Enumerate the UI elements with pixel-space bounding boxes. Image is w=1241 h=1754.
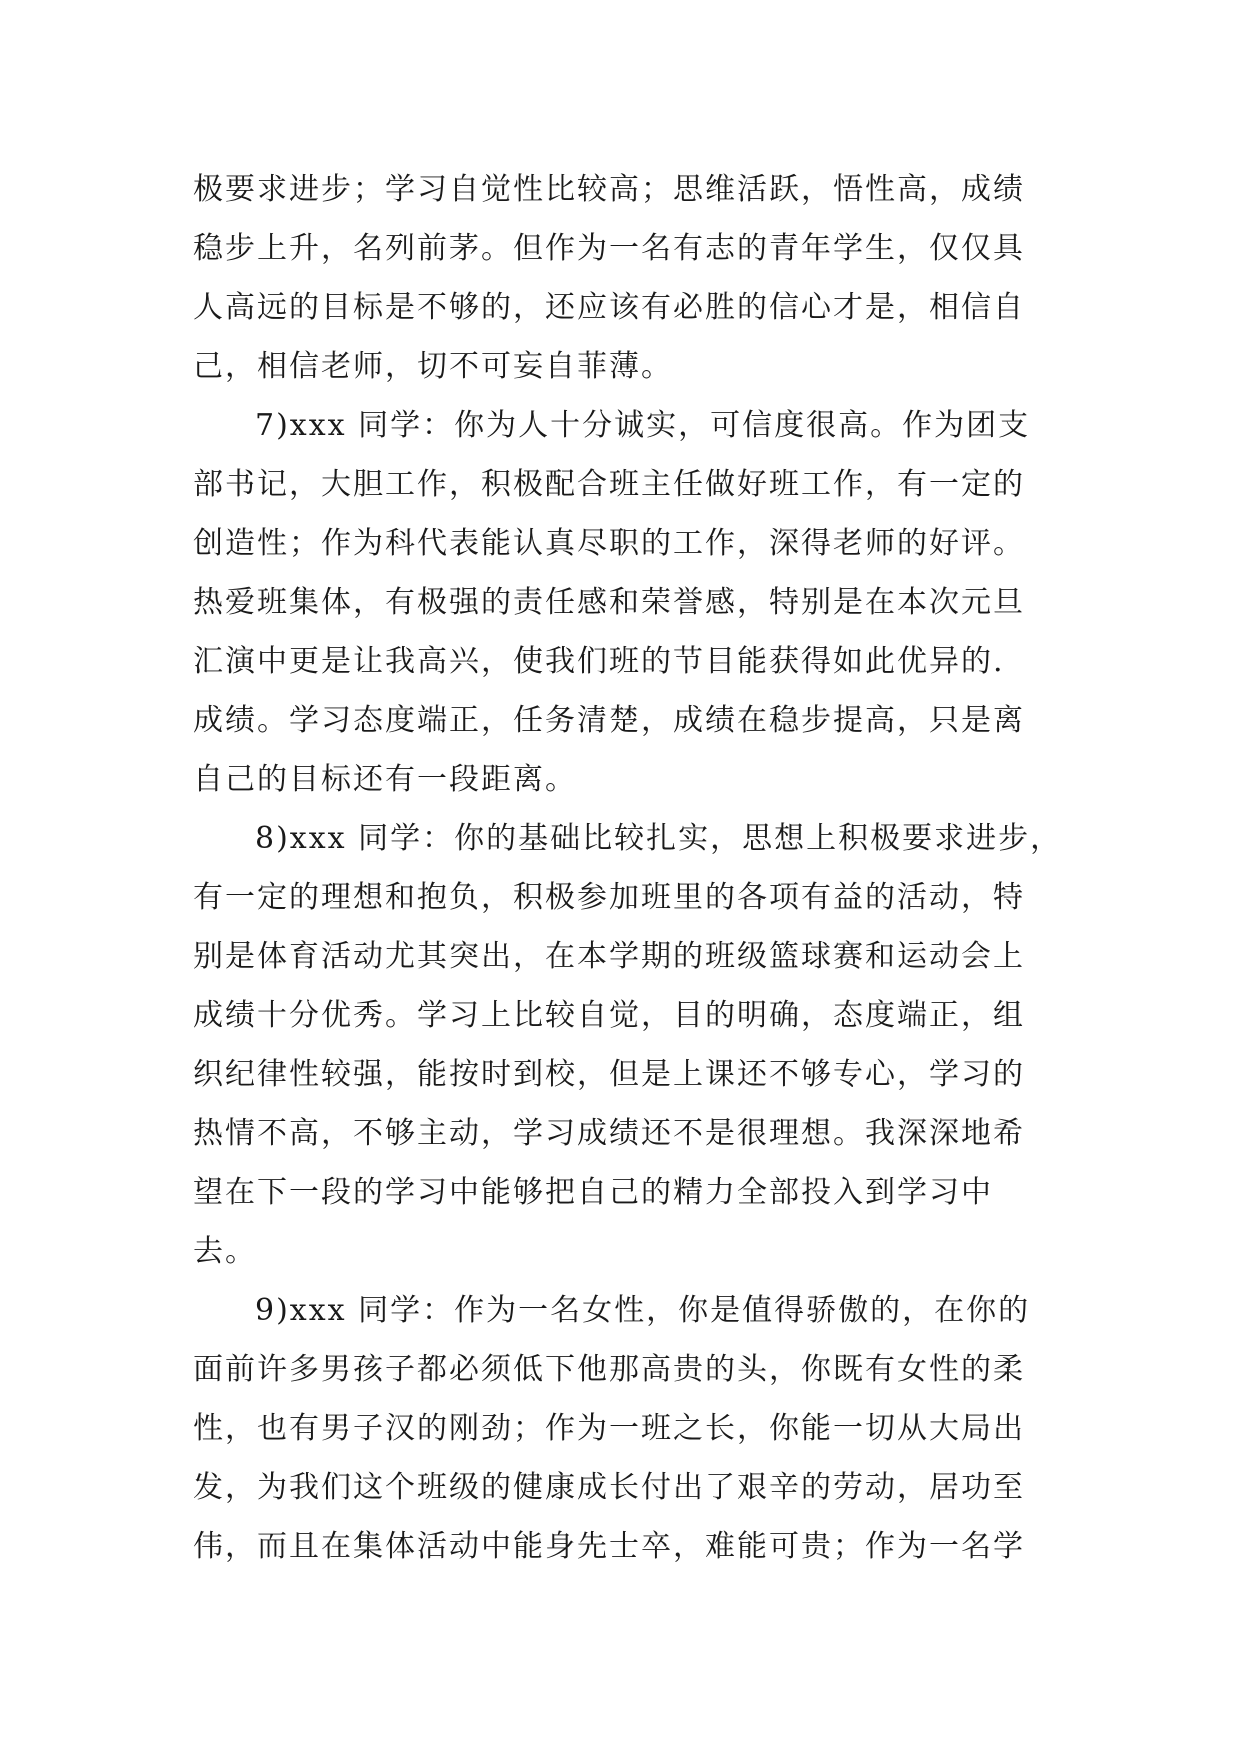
paragraph-7	[193, 396, 1063, 809]
text-line: 伟，而且在集体活动中能身先士卒，难能可贵；作为一名学	[193, 1529, 1025, 1564]
text-line: 创造性；作为科代表能认真尽职的工作，深得老师的好评。	[193, 526, 1025, 561]
text-line-first: 7)xxx 同学：你为人十分诚实，可信度很高。作为团支	[255, 408, 1031, 443]
paragraph-8	[193, 809, 1063, 1281]
text-line: 热爱班集体，有极强的责任感和荣誉感，特别是在本次元旦	[193, 585, 1025, 620]
text-line: 成绩。学习态度端正，任务清楚，成绩在稳步提高，只是离	[193, 703, 1025, 738]
text-line: 自己的目标还有一段距离。	[193, 762, 577, 797]
text-line: 有一定的理想和抱负，积极参加班里的各项有益的活动，特	[193, 880, 1025, 915]
text-line: 发，为我们这个班级的健康成长付出了艰辛的劳动，居功至	[193, 1470, 1025, 1505]
text-line: 望在下一段的学习中能够把自己的精力全部投入到学习中	[193, 1175, 993, 1210]
text-line: 织纪律性较强，能按时到校，但是上课还不够专心，学习的	[193, 1057, 1025, 1092]
document-body	[193, 160, 1063, 1576]
text-line: 极要求进步；学习自觉性比较高；思维活跃，悟性高，成绩	[193, 172, 1025, 207]
text-line: 汇演中更是让我高兴，使我们班的节目能获得如此优异的.	[193, 644, 1005, 679]
text-line: 人高远的目标是不够的，还应该有必胜的信心才是，相信自	[193, 290, 1025, 325]
text-line: 稳步上升，名列前茅。但作为一名有志的青年学生，仅仅具	[193, 231, 1025, 266]
text-line: 去。	[193, 1234, 257, 1269]
text-line: 别是体育活动尤其突出，在本学期的班级篮球赛和运动会上	[193, 939, 1025, 974]
text-line: 性，也有男子汉的刚劲；作为一班之长，你能一切从大局出	[193, 1411, 1025, 1446]
paragraph-6-continued	[193, 160, 1063, 396]
text-line-first: 9)xxx 同学：作为一名女性，你是值得骄傲的，在你的	[255, 1293, 1031, 1328]
paragraph-9	[193, 1281, 1063, 1576]
text-line: 部书记，大胆工作，积极配合班主任做好班工作，有一定的	[193, 467, 1025, 502]
text-line-first: 8)xxx 同学：你的基础比较扎实，思想上积极要求进步，	[255, 821, 1063, 856]
text-line: 热情不高，不够主动，学习成绩还不是很理想。我深深地希	[193, 1116, 1025, 1151]
text-line: 成绩十分优秀。学习上比较自觉，目的明确，态度端正，组	[193, 998, 1025, 1033]
text-line: 面前许多男孩子都必须低下他那高贵的头，你既有女性的柔	[193, 1352, 1025, 1387]
text-line: 己，相信老师，切不可妄自菲薄。	[193, 349, 673, 384]
